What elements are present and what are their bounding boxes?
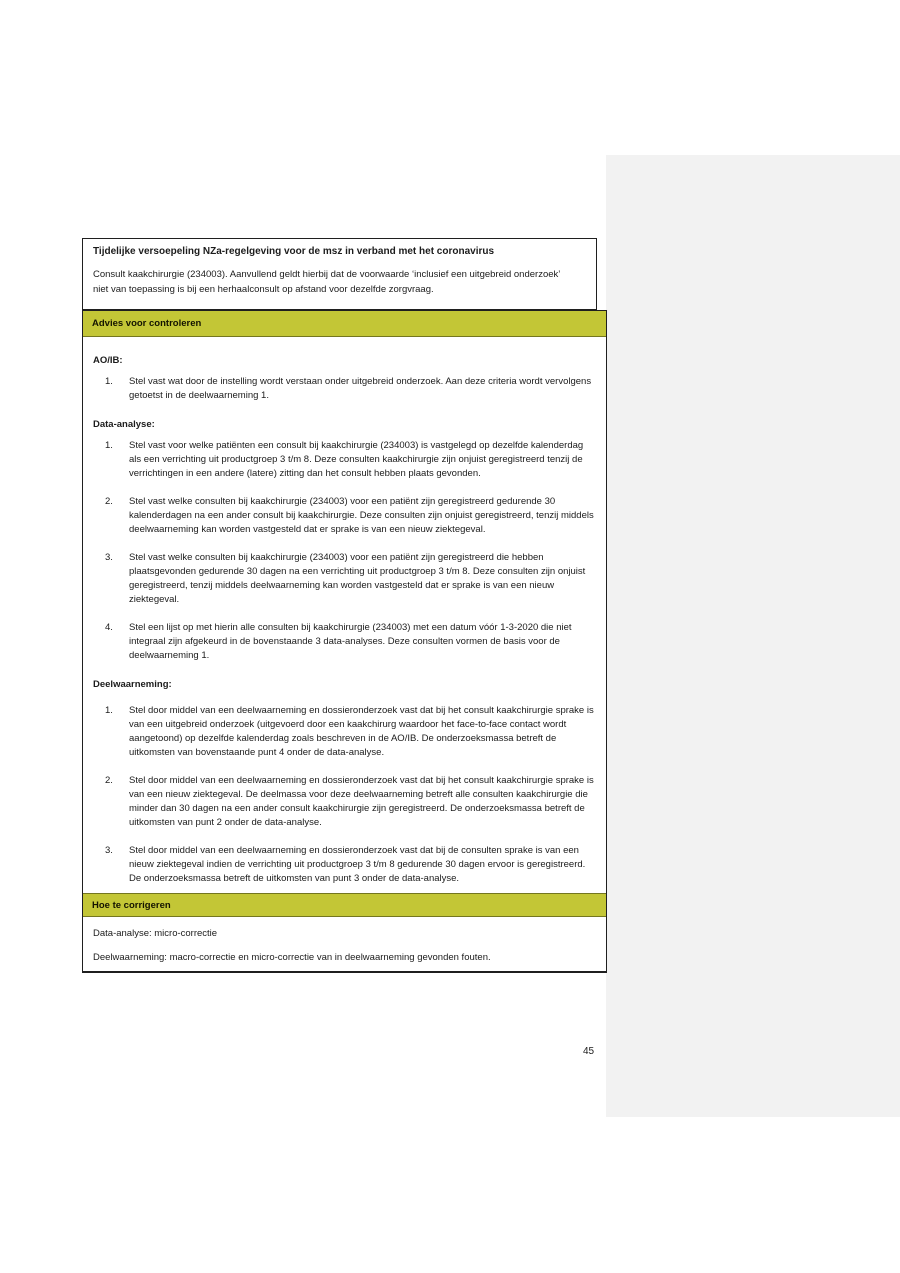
correction-content [83,917,606,971]
list-item-number: 3. [105,552,113,563]
list-item [105,551,596,607]
page-number: 45 [583,1046,595,1057]
group-list [93,375,596,403]
group-list [93,704,596,886]
list-item-text: Stel door middel van een deelwaarneming en dossieronderzoek vast dat bij het consult kaakchirurgie sprake is van een nieuw ziektegeval. De deelmassa voor deze deelwaarneming betreft alle consulten kaakchirurgie die minder dan 30 dagen na een ander consult kaakchirurgie zijn geregistreerd. De onderzoeksmassa betreft de uitkomsten van punt 2 onder de data-analyse. [129,775,594,828]
list-item [105,621,596,663]
section-header-advies-label: Advies voor controleren [92,318,202,329]
section-header-advies [83,311,606,337]
control-advice-box [82,310,607,973]
list-item [105,774,596,830]
group-ao-ib [93,354,596,403]
list-item-number: 2. [105,496,113,507]
right-margin-panel [606,155,900,1117]
list-item [105,375,596,403]
group-list [93,439,596,663]
correction-line-data-analyse: Data-analyse: micro-correctie [93,928,218,939]
list-item [105,704,596,760]
group-label: Data-analyse: [93,419,155,430]
list-item-text: Stel vast welke consulten bij kaakchirurgie (234003) voor een patiënt zijn geregistreerd gedurende 30 kalenderdagen na een ander consult bij kaakchirurgie. Deze consulten zijn onjuist geregistreerd, tenzij middels deelwaarneming kan worden vastgesteld dat er sprake is van een nieuw ziektegeval. [129,496,594,535]
list-item-number: 1. [105,376,113,387]
list-item-number: 4. [105,622,113,633]
list-item [105,439,596,481]
advice-content [83,337,606,893]
list-item-number: 1. [105,440,113,451]
group-data-analyse [93,418,596,663]
list-item [105,844,596,886]
list-item-number: 3. [105,845,113,856]
group-label: Deelwaarneming: [93,679,172,690]
list-item-text: Stel vast wat door de instelling wordt verstaan onder uitgebreid onderzoek. Aan deze criteria wordt vervolgens getoetst in de deelwaarneming 1. [129,376,592,401]
correction-line-deelwaarneming: Deelwaarneming: macro-correctie en micro-correctie van in deelwaarneming gevonden fouten. [93,952,491,963]
note-box-body: Consult kaakchirurgie (234003). Aanvullend geldt hierbij dat de voorwaarde ‘inclusief een uitgebreid onderzoek’ niet van toepassing is bij een herhaalconsult op afstand voor dezelfde zorgvraag. [93,269,561,295]
list-item-text: Stel een lijst op met hierin alle consulten bij kaakchirurgie (234003) met een datum vóór 1-3-2020 die niet integraal zijn afgekeurd in de bovenstaande 3 data-analyses. Deze consulten vormen de basis voor de deelwaarneming 1. [129,622,572,661]
note-box [82,238,597,310]
section-header-corrigeren [83,893,606,917]
section-header-corrigeren-label: Hoe te corrigeren [92,899,171,911]
group-deelwaarneming [93,678,596,886]
list-item-text: Stel vast welke consulten bij kaakchirurgie (234003) voor een patiënt zijn geregistreerd die hebben plaatsgevonden gedurende 30 dagen na een verrichting uit productgroep 3 t/m 8. Deze consulten zijn onjuist geregistreerd, tenzij middels deelwaarneming kan worden vastgesteld dat er sprake is van een nieuw ziektegeval. [129,552,586,605]
list-item-text: Stel door middel van een deelwaarneming en dossieronderzoek vast dat bij het consult kaakchirurgie sprake is van een uitgebreid onderzoek (uitgevoerd door een kaakchirurg waardoor het face-to-face contact wordt aangetoond) op dezelfde kalenderdag zoals beschreven in de AO/IB. De onderzoeksmassa betreft de uitkomsten van bovenstaande punt 4 onder de data-analyse. [129,705,594,758]
group-label: AO/IB: [93,355,123,366]
note-box-title: Tijdelijke versoepeling NZa-regelgeving voor de msz in verband met het coronavirus [93,246,495,257]
list-item-number: 1. [105,705,113,716]
list-item [105,495,596,537]
list-item-number: 2. [105,775,113,786]
list-item-text: Stel door middel van een deelwaarneming en dossieronderzoek vast dat bij de consulten sprake is van een nieuw ziektegeval indien de verrichting uit productgroep 3 t/m 8 gedurende 30 dagen ervoor is geregistreerd. De onderzoeksmassa betreft de uitkomsten van punt 3 onder de data-analyse. [129,845,586,884]
list-item-text: Stel vast voor welke patiënten een consult bij kaakchirurgie (234003) is vastgelegd op dezelfde kalenderdag als een verrichting uit productgroep 3 t/m 8. Deze consulten kaakchirurgie zijn onjuist geregistreerd tenzij de verrichtingen in een andere (latere) zitting dan het consult hebben plaats gevonden. [129,440,584,479]
